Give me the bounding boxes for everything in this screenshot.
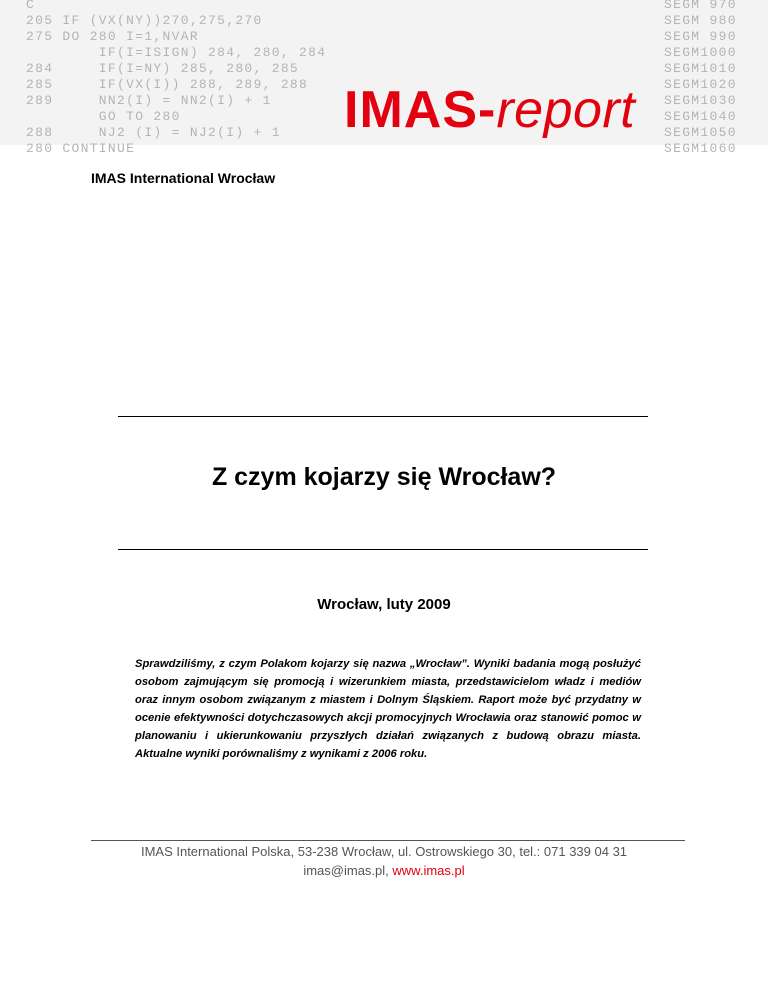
title-rule-top	[118, 416, 648, 417]
code-left-line: 284 IF(I=NY) 285, 280, 285	[26, 61, 300, 76]
code-listing-left	[26, 0, 326, 157]
footer-email[interactable]: imas@imas.pl,	[303, 863, 389, 878]
footer-contact	[0, 863, 768, 878]
header-banner	[0, 0, 768, 156]
code-left-line: 289 NN2(I) = NN2(I) + 1	[26, 93, 272, 108]
logo-main-text: IMAS-	[344, 81, 497, 139]
footer-website-link[interactable]: www.imas.pl	[392, 863, 465, 878]
code-listing-right	[664, 0, 737, 157]
logo-sub-text: report	[496, 81, 636, 139]
imas-report-logo	[344, 82, 635, 138]
code-left-line: C	[26, 0, 36, 12]
code-right-line: SEGM1040	[664, 109, 737, 124]
code-left-line: IF(I=ISIGN) 284, 280, 284	[26, 45, 327, 60]
code-right-line: SEGM1010	[664, 61, 737, 76]
organization-name: IMAS International Wrocław	[91, 170, 276, 186]
code-right-line: SEGM 970	[664, 0, 737, 12]
code-right-line: SEGM1060	[664, 141, 737, 156]
report-title: Z czym kojarzy się Wrocław?	[211, 463, 557, 491]
code-right-line: SEGM1000	[664, 45, 737, 60]
code-right-line: SEGM1030	[664, 93, 737, 108]
code-left-line: 275 DO 280 I=1,NVAR	[26, 29, 199, 44]
code-right-line: SEGM 980	[664, 13, 737, 28]
code-left-line: 280 CONTINUE	[26, 141, 136, 156]
code-left-line: GO TO 280	[26, 109, 181, 124]
code-left-line: 288 NJ2 (I) = NJ2(I) + 1	[26, 125, 281, 140]
code-left-line: 205 IF (VX(NY))270,275,270	[26, 13, 263, 28]
code-right-line: SEGM 990	[664, 29, 737, 44]
report-abstract: Sprawdziliśmy, z czym Polakom kojarzy się nazwa „Wrocław”. Wyniki badania mogą posłużyć osobom zajmującym się promocją i wizerunkiem miasta, przedstawicielom władz i mediów oraz innym osobom związanym z miastem i Dolnym Śląskiem. Raport może być przydatny w ocenie efektywności dotychczasowych akcji promocyjnych Wrocławia oraz stanowić pomoc w planowaniu i ukierunkowaniu przyszłych działań związanych z budową obrazu miasta. Aktualne wyniki porównaliśmy z wynikami z 2006 roku.	[135, 658, 641, 760]
code-left-line: 285 IF(VX(I)) 288, 289, 288	[26, 77, 309, 92]
footer-address: IMAS International Polska, 53-238 Wrocław, ul. Ostrowskiego 30, tel.: 071 339 04 31	[140, 844, 628, 859]
code-right-line: SEGM1020	[664, 77, 737, 92]
code-right-line: SEGM1050	[664, 125, 737, 140]
report-date: Wrocław, luty 2009	[317, 596, 451, 613]
footer-rule	[91, 840, 685, 841]
title-rule-bottom	[118, 549, 648, 550]
